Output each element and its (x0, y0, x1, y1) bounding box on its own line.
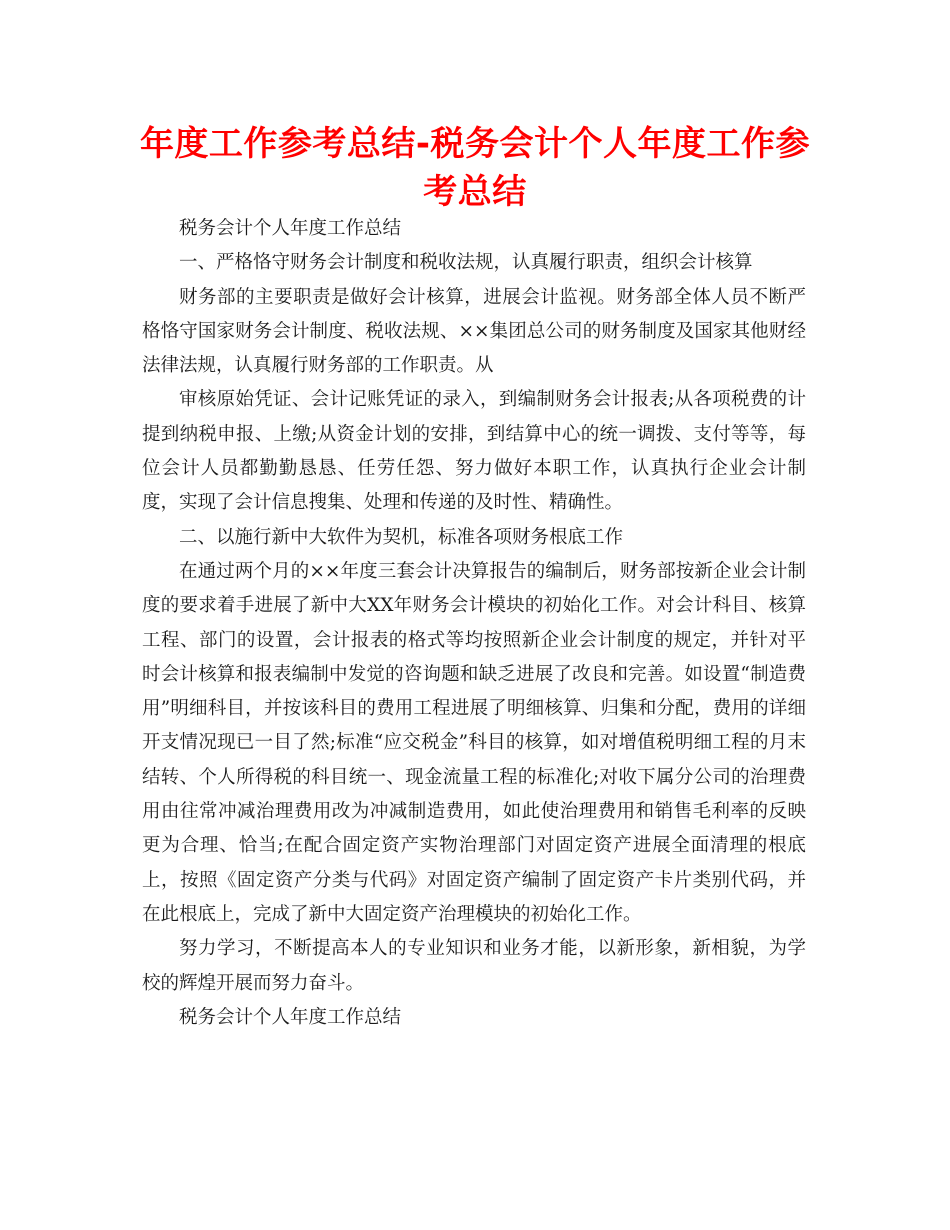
document-body (142, 212, 806, 1035)
paragraph: 在通过两个月的××年度三套会计决算报告的编制后，财务部按新企业会计制度的要求着手进展了新中大XX年财务会计模块的初始化工作。对会计科目、核算工程、部门的设置，会计报表的格式等均按照新企业会计制度的规定，并针对平时会计核算和报表编制中发觉的咨询题和缺乏进展了改良和完善。如设置“制造费用”明细科目，并按该科目的费用工程进展了明细核算、归集和分配，费用的详细开支情况现已一目了然;标准“应交税金”科目的核算，如对增值税明细工程的月末结转、个人所得税的科目统一、现金流量工程的标准化;对收下属分公司的治理费用由往常冲减治理费用改为冲减制造费用，如此使治理费用和销售毛利率的反映更为合理、恰当;在配合固定资产实物治理部门对固定资产进展全面清理的根底上，按照《固定资产分类与代码》对固定资产编制了固定资产卡片类别代码，并在此根底上，完成了新中大固定资产治理模块的初始化工作。 (142, 560, 806, 925)
paragraph: 财务部的主要职责是做好会计核算，进展会计监视。财务部全体人员不断严格恪守国家财务会计制度、税收法规、××集团总公司的财务制度及国家其他财经法律法规，认真履行财务部的工作职责。从 (142, 286, 806, 377)
paragraph-heading: 税务会计个人年度工作总结 (179, 1006, 402, 1028)
paragraph-heading: 税务会计个人年度工作总结 (179, 218, 402, 239)
document-title: 年度工作参考总结-税务会计个人年度工作参考总结 (139, 124, 811, 212)
section-heading-2: 二、以施行新中大软件为契机，标准各项财务根底工作 (179, 526, 624, 548)
paragraph: 审核原始凭证、会计记账凭证的录入，到编制财务会计报表;从各项税费的计提到纳税申报、上缴;从资金计划的安排，到结算中心的统一调拨、支付等等，每位会计人员都勤勤恳恳、任劳任怨、努力做好本职工作，认真执行企业会计制度，实现了会计信息搜集、处理和传递的及时性、精确性。 (142, 389, 806, 514)
section-heading-1: 一、严格恪守财务会计制度和税收法规，认真履行职责，组织会计核算 (179, 252, 753, 274)
paragraph: 努力学习，不断提高本人的专业知识和业务才能，以新形象，新相貌，为学校的辉煌开展而努力奋斗。 (142, 938, 806, 994)
